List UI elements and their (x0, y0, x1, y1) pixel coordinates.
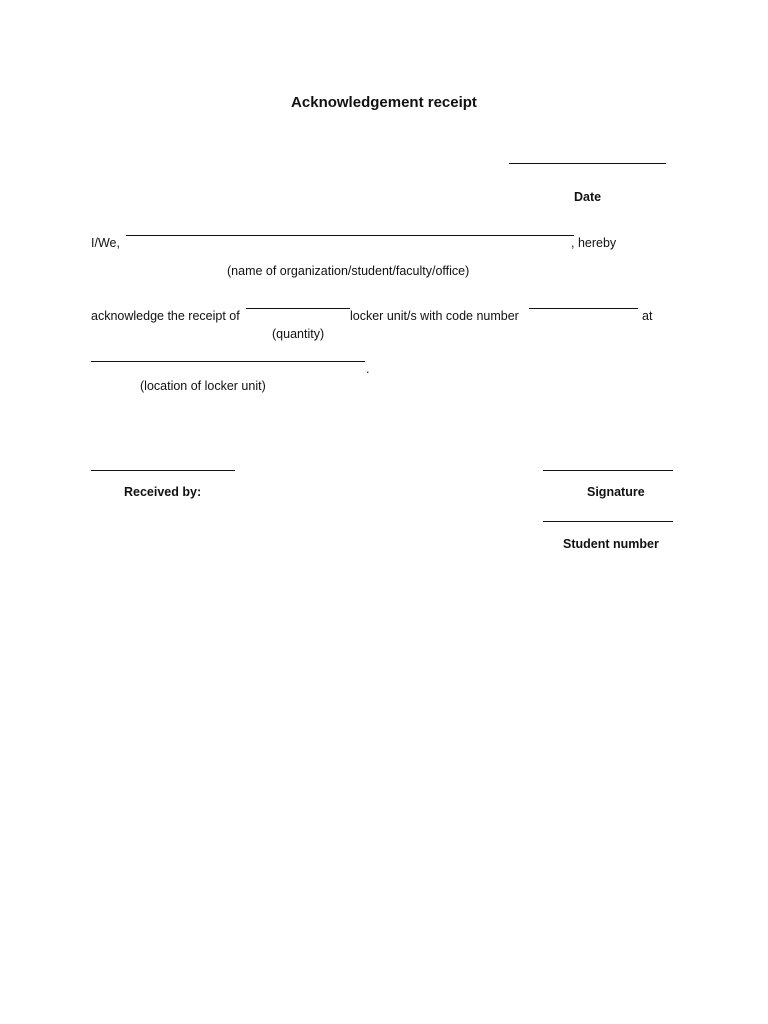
ack-prefix: acknowledge the receipt of (91, 309, 240, 323)
date-label: Date (574, 190, 602, 204)
received-by-blank (91, 470, 235, 471)
student-number-blank (543, 521, 673, 522)
code-number-blank (529, 308, 638, 309)
signature-label: Signature (587, 485, 645, 499)
ack-suffix: at (642, 309, 653, 323)
ack-middle: locker unit/s with code number (350, 309, 519, 323)
iwe-suffix: , hereby (571, 236, 617, 250)
student-number-label: Student number (563, 537, 659, 551)
signature-blank (543, 470, 673, 471)
location-blank (91, 361, 365, 362)
date-blank (509, 163, 666, 164)
location-suffix: . (366, 362, 370, 376)
received-by-label: Received by: (124, 485, 202, 499)
iwe-prefix: I/We, (91, 236, 120, 250)
quantity-caption: (quantity) (272, 327, 325, 341)
document-title: Acknowledgement receipt (291, 94, 477, 111)
name-blank (126, 235, 574, 236)
name-caption: (name of organization/student/faculty/office) (227, 264, 470, 278)
location-caption: (location of locker unit) (140, 379, 266, 393)
quantity-blank (246, 308, 350, 309)
